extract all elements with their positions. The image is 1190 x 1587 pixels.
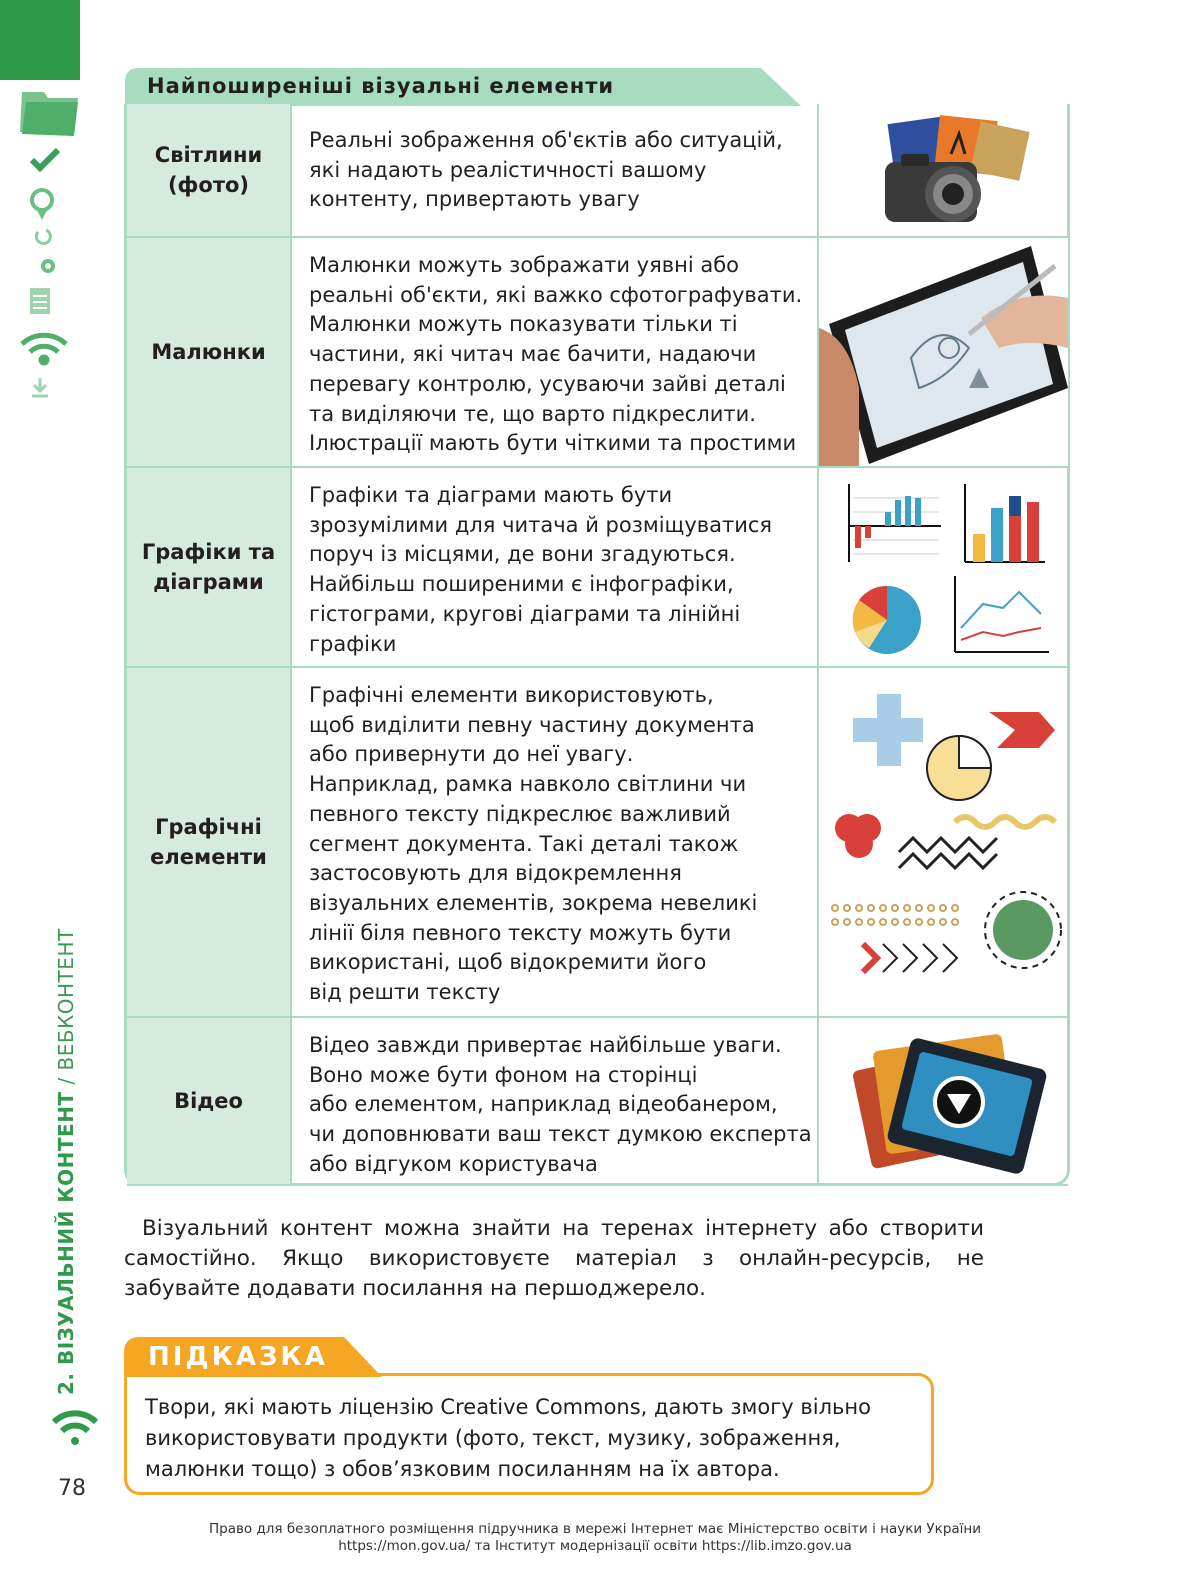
row-label: Відео bbox=[127, 1018, 292, 1184]
body-paragraph: Візуальний контент можна знайти на теренах інтернету або створити самостійно. Якщо використовуєте матеріал з онлайн-ресурсів, не забувайте додавати посилання на першоджерело. bbox=[124, 1216, 984, 1301]
table-row-graphic-elements bbox=[127, 668, 1068, 1018]
tablet-drawing-icon bbox=[817, 238, 1068, 466]
chapter-vertical-title bbox=[54, 928, 78, 1395]
footer-line-1: Право для безоплатного розміщення підручника в мережі Інтернет має Міністерство освіти і науки України bbox=[208, 1521, 982, 1537]
row-description: Малюнки можуть зображати уявні або реальні об'єкти, які важко сфотографувати. Малюнки можуть показувати тільки ті частини, які читач має бачити, надаючи перевагу контролю, усуваючи зайві деталі та виділяючи те, що варто підкреслити. Ілюстрації мають бути чіткими та простими bbox=[309, 253, 803, 456]
wifi-icon bbox=[22, 335, 66, 363]
row-description: Реальні зображення об'єктів або ситуацій, які надають реалістичності вашому контенту, привертають увагу bbox=[309, 128, 783, 212]
gear-icon bbox=[41, 259, 55, 273]
side-icons-graphic bbox=[18, 88, 84, 408]
check-icon bbox=[32, 150, 58, 168]
hint-title: ПІДКАЗКА bbox=[148, 1342, 328, 1372]
row-label: Малюнки bbox=[127, 238, 292, 466]
chapter-title-main: 2. ВІЗУАЛЬНИЙ КОНТЕНТ bbox=[54, 1091, 78, 1395]
page-number: 78 bbox=[58, 1476, 86, 1501]
table-row-drawings bbox=[127, 238, 1068, 468]
footer-line-2: https://mon.gov.ua/ та Інститут модернізації освіти https://lib.imzo.gov.ua bbox=[338, 1538, 852, 1554]
row-description: Графічні елементи використовують, щоб виділити певну частину документа або привернути до неї увагу. Наприклад, рамка навколо світлини чи певного тексту підкреслює важливий сегмент документа. Такі деталі також застосовують для відокремлення візуальних елементів, зокрема невеликі лінії біля певного тексту можуть бути використані, щоб відокремити його від решти тексту bbox=[309, 683, 758, 1005]
side-icon-column bbox=[18, 88, 84, 408]
row-label: Графічні елементи bbox=[127, 668, 292, 1016]
folder-icon bbox=[20, 92, 78, 136]
camera-photos-icon bbox=[817, 104, 1068, 236]
table-header-tab bbox=[125, 68, 805, 106]
video-player-icon bbox=[817, 1018, 1068, 1184]
footer bbox=[0, 1521, 1190, 1555]
chapter-title-sub: / ВЕБКОНТЕНТ bbox=[54, 928, 78, 1092]
graphic-shapes-icon bbox=[817, 668, 1068, 1016]
refresh-icon bbox=[36, 230, 50, 243]
table-row-charts bbox=[127, 468, 1068, 668]
location-pin-icon bbox=[32, 190, 52, 220]
table-row-photos bbox=[127, 104, 1068, 238]
row-label: Графіки та діаграми bbox=[127, 468, 292, 666]
table-row-video bbox=[127, 1018, 1068, 1186]
document-icon bbox=[30, 288, 50, 314]
chapter-corner-tab bbox=[0, 0, 80, 80]
row-description: Відео завжди привертає найбільше уваги. Воно може бути фоном на сторінці або елементом, наприклад відеобанером, чи доповнювати ваш текст думкою експерта або відгуком користувача bbox=[309, 1033, 812, 1176]
wifi-icon bbox=[50, 1408, 100, 1448]
table-title: Найпоширеніші візуальні елементи bbox=[147, 74, 615, 98]
hint-header-tab bbox=[124, 1337, 384, 1377]
charts-icon bbox=[817, 468, 1068, 666]
row-label: Світлини (фото) bbox=[127, 104, 292, 236]
download-icon bbox=[32, 378, 48, 396]
hint-box bbox=[124, 1373, 934, 1495]
row-description: Графіки та діаграми мають бути зрозумілими для читача й розміщуватися поруч із місцями, де вони згадуються. Найбільш поширеними є інфографіки, гістограми, кругові діаграми та лінійні графіки bbox=[309, 483, 773, 656]
hint-text: Твори, які мають ліцензію Creative Commons, дають змогу вільно використовувати продукти (фото, текст, музику, зображення, малюнки тощо) з обов’язковим посиланням на їх автора. bbox=[145, 1395, 871, 1481]
